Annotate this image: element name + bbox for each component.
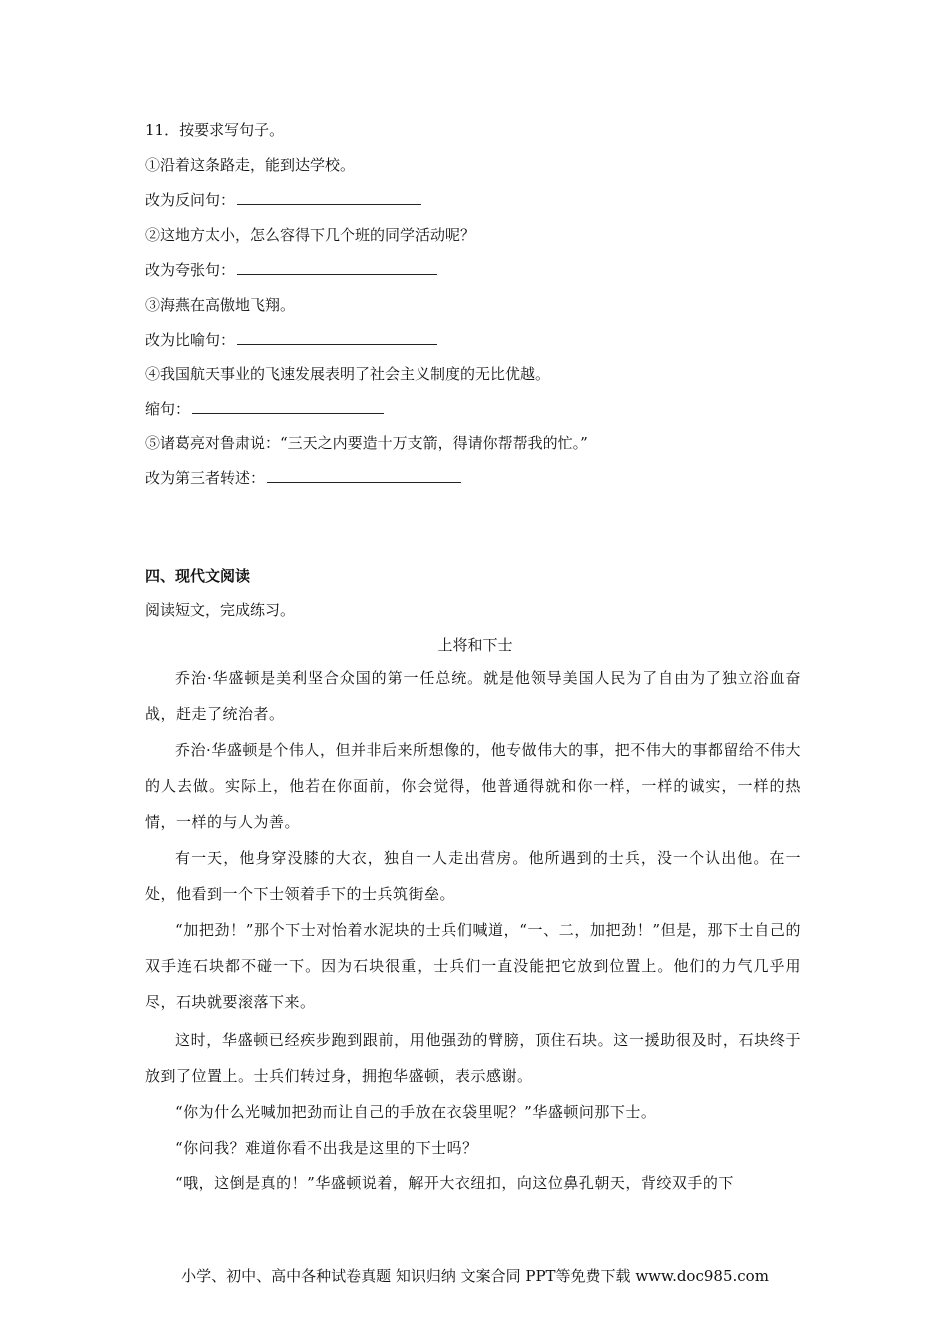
passage-paragraph-3: 有一天，他身穿没膝的大衣，独自一人走出营房。他所遇到的士兵，没一个认出他。在一处，他看到一个下士领着手下的士兵筑街垒。 [145,849,801,903]
q11-answer-3 [145,330,437,350]
q11-sentence-4: ④我国航天事业的飞速发展表明了社会主义制度的无比优越。 [145,365,551,383]
q11-prompt-5: 改为第三者转述： [145,469,266,487]
answer-blank-3[interactable] [237,330,437,345]
q11-sentence-3: ③海燕在高傲地飞翔。 [145,296,296,314]
q11-prompt-2: 改为夸张句： [145,261,236,279]
passage-paragraph-4: “加把劲！”那个下士对怡着水泥块的士兵们喊道，“一、二，加把劲！”但是，那下士自己的双手连石块都不碰一下。因为石块很重，士兵们一直没能把它放到位置上。他们的力气几乎用尽，石块就要滚落下来。 [145,921,801,1011]
q11-answer-2 [145,260,437,280]
answer-blank-4[interactable] [192,399,384,414]
passage-paragraph-8: “哦，这倒是真的！”华盛顿说着，解开大衣纽扣，向这位鼻孔朝天，背绞双手的下 [175,1174,734,1192]
q11-sentence-5: ⑤诸葛亮对鲁肃说：“三天之内要造十万支箭，得请你帮帮我的忙。” [145,434,588,452]
q11-answer-5 [145,468,461,488]
passage-paragraph-5: 这时，华盛顿已经疾步跑到跟前，用他强劲的臂膀，顶住石块。这一援助很及时，石块终于放到了位置上。士兵们转过身，拥抱华盛顿，表示感谢。 [145,1031,801,1085]
passage-paragraph-6: “你为什么光喊加把劲而让自己的手放在衣袋里呢？”华盛顿问那下士。 [175,1103,657,1121]
q11-prompt-1: 改为反问句： [145,191,236,209]
q11-answer-1 [145,190,421,210]
q11-sentence-1: ①沿着这条路走，能到达学校。 [145,156,356,174]
answer-blank-2[interactable] [237,260,437,275]
q11-sentence-2: ②这地方太小，怎么容得下几个班的同学活动呢？ [145,226,476,244]
reading-instruction: 阅读短文，完成练习。 [145,601,296,619]
q11-answer-4 [145,399,384,419]
passage-title: 上将和下士 [437,636,513,654]
passage-paragraph-1: 乔治·华盛顿是美利坚合众国的第一任总统。就是他领导美国人民为了自由为了独立浴血奋战，赶走了统治者。 [145,669,801,723]
passage-paragraph-7: “你问我？难道你看不出我是这里的下士吗？ [175,1139,478,1157]
answer-blank-5[interactable] [267,468,461,483]
answer-blank-1[interactable] [237,190,421,205]
passage-paragraph-2: 乔治·华盛顿是个伟人，但并非后来所想像的，他专做伟大的事，把不伟大的事都留给不伟大的人去做。实际上，他若在你面前，你会觉得，他普通得就和你一样，一样的诚实，一样的热情，一样的与人为善。 [145,741,801,831]
question-11-heading: 11．按要求写句子。 [145,121,285,139]
q11-prompt-3: 改为比喻句： [145,331,236,349]
section-4-heading: 四、现代文阅读 [145,567,251,585]
q11-prompt-4: 缩句： [145,400,191,418]
page-footer: 小学、初中、高中各种试卷真题 知识归纳 文案合同 PPT等免费下载 www.doc985.com [181,1267,769,1285]
